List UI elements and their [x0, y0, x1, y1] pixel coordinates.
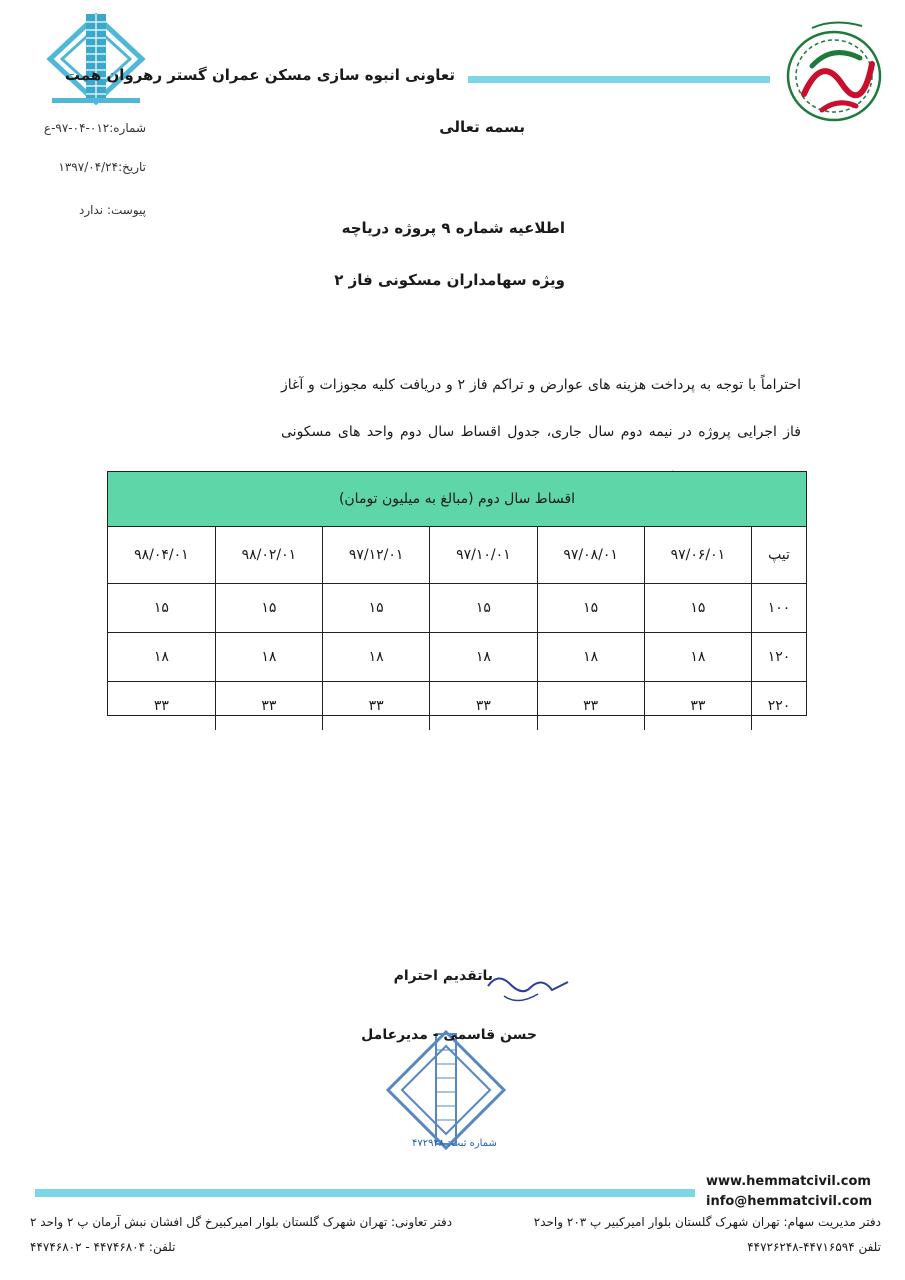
amount-cell: ۳۳	[215, 682, 322, 731]
table-row	[108, 682, 806, 731]
table-row	[108, 584, 806, 633]
amount-cell: ۳۳	[644, 682, 751, 731]
header-divider	[468, 76, 770, 83]
date-header: ۹۷/۱۲/۰۱	[323, 527, 430, 584]
footer-divider	[35, 1189, 695, 1197]
year-slogan-emblem	[782, 14, 886, 126]
organization-name: تعاونی انبوه سازی مسکن عمران گستر رهروان همت	[64, 66, 455, 84]
handwritten-signature	[418, 966, 578, 1016]
shares-office-address: دفتر مدیریت سهام: تهران شهرک گلستان بلوار امیرکبیر پ ۲۰۳ واحد۲	[533, 1215, 881, 1229]
amount-cell: ۱۵	[215, 584, 322, 633]
letter-number: شماره:۰۱۲-۰۴-۹۷-ع	[43, 121, 146, 135]
amount-cell: ۱۵	[430, 584, 537, 633]
amount-cell: ۱۵	[108, 584, 215, 633]
letter-attachment: پیوست: ندارد	[79, 203, 146, 217]
table-row	[108, 633, 806, 682]
bismillah-heading: بسمه تعالی	[439, 118, 525, 136]
amount-cell: ۱۸	[215, 633, 322, 682]
type-cell: ۲۲۰	[752, 682, 807, 731]
coop-office-address: دفتر تعاونی: تهران شهرک گلستان بلوار امیرکبیرخ گل افشان نبش آرمان پ ۲ واحد ۲	[30, 1215, 453, 1229]
stamp-registration-number: شماره ثبت: ۴۷۲۹۲۸	[412, 1138, 497, 1149]
date-header: ۹۸/۰۲/۰۱	[215, 527, 322, 584]
announcement-title: اطلاعیه شماره ۹ پروژه دریاچه	[341, 219, 565, 237]
amount-cell: ۱۸	[323, 633, 430, 682]
installments-grid	[108, 527, 806, 730]
date-header: ۹۷/۱۰/۰۱	[430, 527, 537, 584]
announcement-body: احتراماً با توجه به پرداخت هزینه های عوارض و تراکم فاز ۲ و دریافت کلیه مجوزات و آغاز فاز اجرایی پروژه در نیمه دوم سال جاری، جدول اقساط سال دوم واحد های مسکونی	[281, 377, 802, 440]
installments-table	[107, 471, 807, 716]
amount-cell: ۱۸	[108, 633, 215, 682]
table-header-row	[108, 527, 806, 584]
amount-cell: ۱۵	[323, 584, 430, 633]
amount-cell: ۳۳	[430, 682, 537, 731]
amount-cell: ۳۳	[323, 682, 430, 731]
amount-cell: ۱۵	[644, 584, 751, 633]
amount-cell: ۳۳	[108, 682, 215, 731]
amount-cell: ۳۳	[537, 682, 644, 731]
table-caption: اقساط سال دوم (مبالغ به میلیون تومان)	[108, 472, 806, 527]
shares-office-phone: تلفن ۴۴۷۱۶۵۹۴-۴۴۷۲۶۲۴۸	[747, 1240, 881, 1254]
footer-email: info@hemmatcivil.com	[706, 1194, 873, 1209]
amount-cell: ۱۸	[537, 633, 644, 682]
date-header: ۹۷/۰۶/۰۱	[644, 527, 751, 584]
type-cell: ۱۲۰	[752, 633, 807, 682]
closing-regards: باتقدیم احترام	[393, 968, 493, 984]
date-header: ۹۸/۰۴/۰۱	[108, 527, 215, 584]
type-header: تیپ	[752, 527, 807, 584]
amount-cell: ۱۵	[537, 584, 644, 633]
signer-name: حسن قاسمی - مدیرعامل	[361, 1027, 537, 1043]
type-cell: ۱۰۰	[752, 584, 807, 633]
amount-cell: ۱۸	[430, 633, 537, 682]
announcement-subtitle: ویژه سهامداران مسکونی فاز ۲	[334, 271, 565, 289]
date-header: ۹۷/۰۸/۰۱	[537, 527, 644, 584]
letter-date: تاریخ:۱۳۹۷/۰۴/۲۴	[58, 160, 146, 174]
footer-website: www.hemmatcivil.com	[706, 1174, 871, 1189]
company-logo	[46, 12, 146, 106]
amount-cell: ۱۸	[644, 633, 751, 682]
coop-office-phone: تلفن: ۴۴۷۴۶۸۰۴ - ۴۴۷۴۶۸۰۲	[30, 1240, 176, 1254]
